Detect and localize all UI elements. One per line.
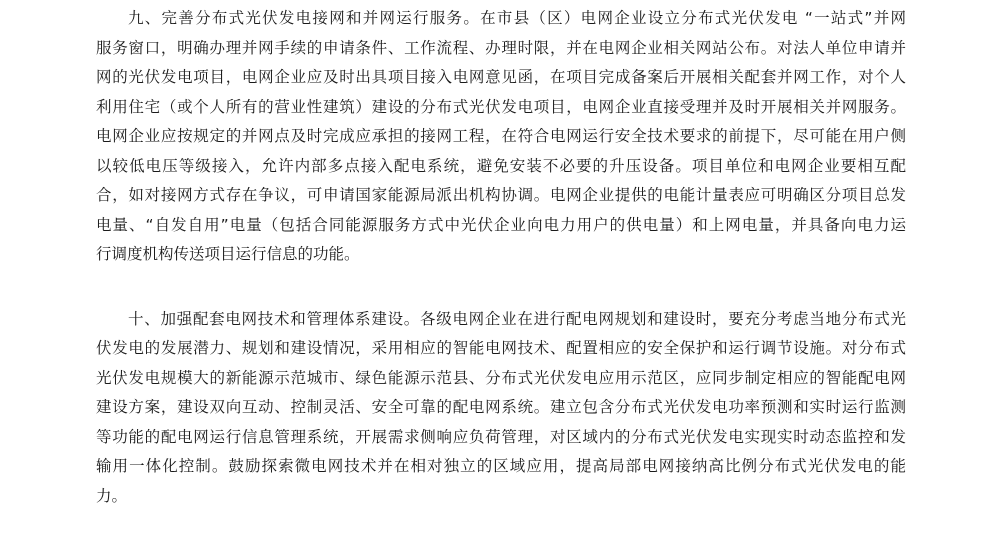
paragraph-9: [96, 4, 906, 270]
paragraph-line: 网的光伏发电项目，电网企业应及时出具项目接入电网意见函，在项目完成备案后开展相关配套并网工作，对个人: [96, 68, 906, 86]
document-body: [96, 0, 906, 511]
paragraph-10: [96, 305, 906, 512]
paragraph-line: 十、加强配套电网技术和管理体系建设。各级电网企业在进行配电网规划和建设时，要充分考虑当地分布式光: [128, 309, 906, 328]
paragraph-line: 力。: [96, 486, 128, 505]
paragraph-spacer: [96, 270, 906, 305]
paragraph-line: 服务窗口，明确办理并网手续的申请条件、工作流程、办理时限，并在电网企业相关网站公布。对法人单位申请并: [96, 38, 906, 57]
paragraph-line: 输用一体化控制。鼓励探索微电网技术并在相对独立的区域应用，提高局部电网接纳高比例分布式光伏发电的能: [96, 457, 906, 475]
paragraph-line: 伏发电的发展潜力、规划和建设情况，采用相应的智能电网技术、配置相应的安全保护和运行调节设施。对分布式: [96, 339, 906, 357]
paragraph-line: 等功能的配电网运行信息管理系统，开展需求侧响应负荷管理，对区域内的分布式光伏发电实现实时动态监控和发: [96, 427, 906, 446]
paragraph-line: 电量、“自发自用”电量（包括合同能源服务方式中光伏企业向电力用户的供电量）和上网电量，并具备向电力运: [96, 215, 906, 234]
paragraph-line: 以较低电压等级接入，允许内部多点接入配电系统，避免安装不必要的升压设备。项目单位和电网企业要相互配: [96, 156, 906, 175]
paragraph-line: 电网企业应按规定的并网点及时完成应承担的接网工程，在符合电网运行安全技术要求的前提下，尽可能在用户侧: [96, 127, 906, 145]
paragraph-line: 九、完善分布式光伏发电接网和并网运行服务。在市县（区）电网企业设立分布式光伏发电 “一站式”并网: [128, 9, 906, 27]
paragraph-line: 行调度机构传送项目运行信息的功能。: [96, 245, 360, 263]
paragraph-line: 建设方案，建设双向互动、控制灵活、安全可靠的配电网系统。建立包含分布式光伏发电功率预测和实时运行监测: [96, 398, 906, 416]
paragraph-line: 合，如对接网方式存在争议，可申请国家能源局派出机构协调。电网企业提供的电能计量表应可明确区分项目总发: [96, 186, 906, 204]
paragraph-line: 光伏发电规模大的新能源示范城市、绿色能源示范县、分布式光伏发电应用示范区，应同步制定相应的智能配电网: [96, 368, 906, 387]
paragraph-line: 利用住宅（或个人所有的营业性建筑）建设的分布式光伏发电项目，电网企业直接受理并及时开展相关并网服务。: [96, 97, 906, 116]
